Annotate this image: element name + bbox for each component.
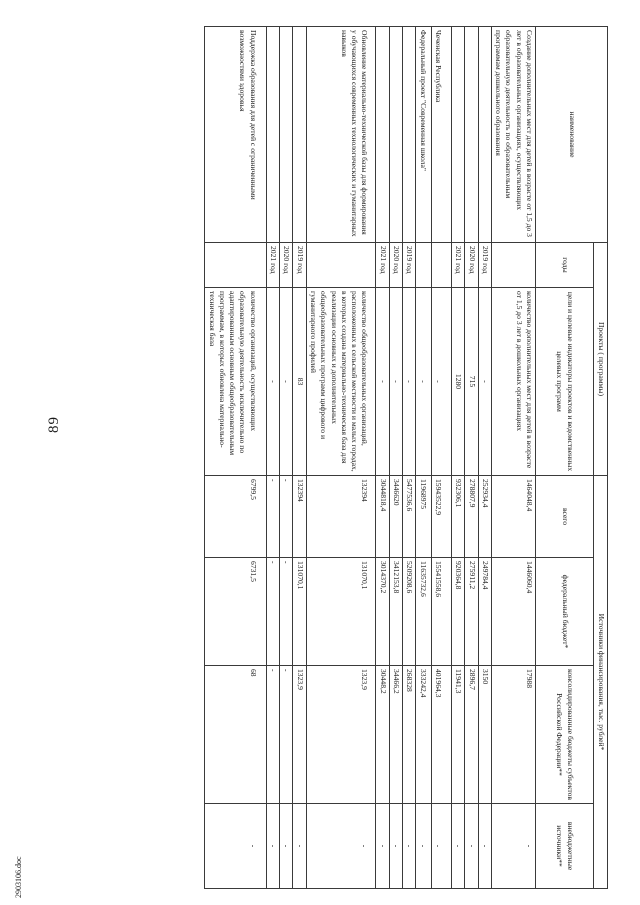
table-row: [389, 27, 402, 889]
row-federal: 3014370,2: [376, 558, 389, 666]
row-extrabudget: -: [293, 804, 306, 889]
row-indicator: количество дополнительных мест для детей в возрасте от 1,5 до 3 лет в дошкольных организациях: [491, 288, 535, 476]
row-year: 2021 год: [451, 243, 464, 288]
row-indicator: 83: [293, 288, 306, 476]
row-federal: -: [266, 558, 279, 666]
row-federal: 131070,1: [306, 558, 376, 666]
row-indicator: -: [389, 288, 402, 476]
table-row: [280, 27, 293, 889]
footer-document-code: 2903106.doc: [14, 856, 23, 898]
row-year: 2019 год: [293, 243, 306, 288]
row-total: 278807,9: [465, 476, 478, 558]
row-regional: 1323,9: [306, 666, 376, 804]
row-indicator: -: [431, 288, 451, 476]
row-federal: 249784,4: [478, 558, 491, 666]
row-regional: 268328: [403, 666, 416, 804]
header-goals: цели и целевые индикаторы проектов и ведомственных целевых программ: [536, 288, 594, 476]
row-extrabudget: -: [306, 804, 376, 889]
row-extrabudget: -: [280, 804, 293, 889]
table-row: [465, 27, 478, 889]
row-regional: 3150: [478, 666, 491, 804]
row-year: 2020 год: [465, 243, 478, 288]
row-name: [280, 27, 293, 243]
table-row: [376, 27, 389, 889]
header-federal: федеральный бюджет*: [536, 558, 594, 666]
row-name: Федеральный проект "Современная школа": [416, 27, 431, 243]
row-name: [465, 27, 478, 243]
row-federal: 15541558,6: [431, 558, 451, 666]
header-years: годы: [536, 243, 594, 288]
row-extrabudget: -: [266, 804, 279, 889]
row-regional: 401964,3: [431, 666, 451, 804]
header-regional: консолидированные бюджеты субъектов Российской Федерации**: [536, 666, 594, 804]
row-extrabudget: -: [431, 804, 451, 889]
row-total: -: [266, 476, 279, 558]
row-name: Обновление материально-технической базы для формирования у обучающихся современных технологических и гуманитарных навыков: [306, 27, 376, 243]
row-indicator: количество общеобразовательных организаций, расположенных в сельской местности и малых городах, в которых создана материально-техническая база для реализации основных и дополнительных общеобразовательных программ цифрового и гуманитарного профилей: [306, 288, 376, 476]
row-extrabudget: -: [478, 804, 491, 889]
row-indicator: -: [280, 288, 293, 476]
row-indicator: 1280: [451, 288, 464, 476]
row-regional: 2896,7: [465, 666, 478, 804]
row-name: [389, 27, 402, 243]
row-extrabudget: -: [376, 804, 389, 889]
row-year: [431, 243, 451, 288]
row-regional: 30448,2: [376, 666, 389, 804]
header-name: наименование: [536, 27, 608, 243]
row-regional: 34466,2: [389, 666, 402, 804]
row-federal: 11635732,6: [416, 558, 431, 666]
row-indicator: 715: [465, 288, 478, 476]
row-total: -: [280, 476, 293, 558]
row-name: [451, 27, 464, 243]
row-federal: 3412153,8: [389, 558, 402, 666]
row-federal: 5209208,6: [403, 558, 416, 666]
table-row: [478, 27, 491, 889]
row-federal: 131070,1: [293, 558, 306, 666]
row-indicator: -: [478, 288, 491, 476]
row-regional: 11941,3: [451, 666, 464, 804]
row-regional: -: [266, 666, 279, 804]
row-total: 3044818,4: [376, 476, 389, 558]
header-financing-group: Источники финансирования, тыс. рублей*: [594, 476, 608, 889]
table-row: [266, 27, 279, 889]
row-name: Создание дополнительных мест для детей в возрасте от 1,5 до 3 лет в образовательных организациях, осуществляющих образовательную деятельность по образовательным программам дошкольного образования: [491, 27, 535, 243]
table-row: [205, 27, 266, 889]
row-year: 2021 год: [376, 243, 389, 288]
row-total: 132394: [306, 476, 376, 558]
table-row: [306, 27, 376, 889]
header-projects-group: Проекты ( программы): [594, 243, 608, 476]
row-year: [416, 243, 431, 288]
table-row: [431, 27, 451, 889]
row-extrabudget: -: [205, 804, 266, 889]
row-indicator: количество организаций, осуществляющих образовательную деятельность исключительно по адаптированным основным общеобразовательным программам, в которых обновлена материально-техническая база: [205, 288, 266, 476]
table-row: [416, 27, 431, 889]
row-regional: 333242,4: [416, 666, 431, 804]
row-regional: 17988: [491, 666, 535, 804]
rotated-table-container: [111, 26, 608, 888]
header-total: всего: [536, 476, 594, 558]
table-row: [451, 27, 464, 889]
row-total: 5477536,6: [403, 476, 416, 558]
row-year: 2020 год: [280, 243, 293, 288]
row-year: 2020 год: [389, 243, 402, 288]
row-total: 6799,5: [205, 476, 266, 558]
table-row: [293, 27, 306, 889]
row-year: 2021 год: [266, 243, 279, 288]
row-total: 252934,4: [478, 476, 491, 558]
row-regional: 68: [205, 666, 266, 804]
row-federal: 920364,8: [451, 558, 464, 666]
row-extrabudget: -: [389, 804, 402, 889]
row-name: Чеченская Республика: [431, 27, 451, 243]
row-total: 1464048,4: [491, 476, 535, 558]
row-name: [478, 27, 491, 243]
row-total: 932306,1: [451, 476, 464, 558]
row-federal: 6731,5: [205, 558, 266, 666]
row-year: 2019 год: [478, 243, 491, 288]
row-extrabudget: -: [491, 804, 535, 889]
row-total: 132394: [293, 476, 306, 558]
row-year: [491, 243, 535, 288]
row-year: [205, 243, 266, 288]
table-row: [491, 27, 535, 889]
row-regional: 1323,9: [293, 666, 306, 804]
row-extrabudget: -: [416, 804, 431, 889]
row-name: Поддержка образования для детей с ограниченными возможностями здоровья: [205, 27, 266, 243]
row-federal: 275911,2: [465, 558, 478, 666]
row-indicator: -: [416, 288, 431, 476]
row-indicator: -: [376, 288, 389, 476]
row-extrabudget: -: [465, 804, 478, 889]
row-extrabudget: -: [403, 804, 416, 889]
row-regional: -: [280, 666, 293, 804]
row-total: 15943522,9: [431, 476, 451, 558]
row-name: [293, 27, 306, 243]
row-total: 11968975: [416, 476, 431, 558]
financing-table: [204, 26, 608, 889]
row-name: [266, 27, 279, 243]
row-name: [376, 27, 389, 243]
page-number: 89: [46, 416, 62, 433]
row-year: [306, 243, 376, 288]
row-federal: -: [280, 558, 293, 666]
row-total: 3446620: [389, 476, 402, 558]
row-indicator: -: [266, 288, 279, 476]
row-indicator: -: [403, 288, 416, 476]
row-year: 2019 год: [403, 243, 416, 288]
header-extrabudget: внебюджетные источники**: [536, 804, 594, 889]
row-extrabudget: -: [451, 804, 464, 889]
row-name: [403, 27, 416, 243]
table-row: [403, 27, 416, 889]
row-federal: 1446060,4: [491, 558, 535, 666]
